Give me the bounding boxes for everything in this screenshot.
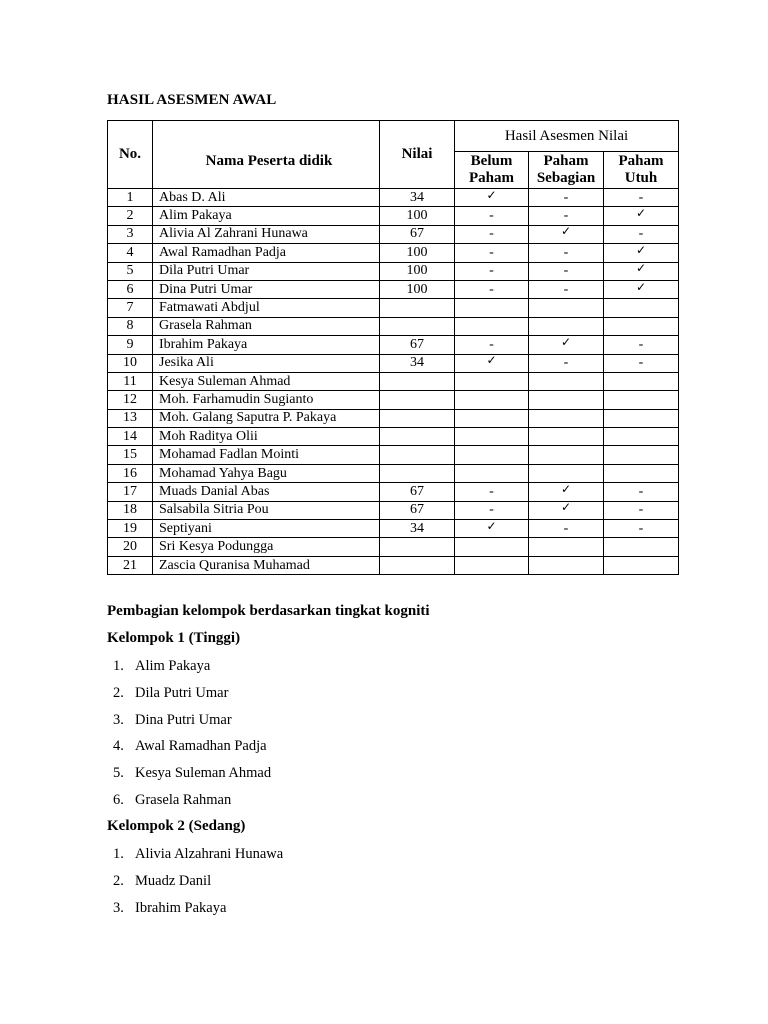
cell-nilai (380, 207, 455, 225)
cell-paham-sebagian (529, 501, 604, 519)
cell-paham-utuh (604, 520, 679, 538)
cell-belum-paham (455, 483, 529, 501)
document-title: HASIL ASESMEN AWAL (107, 92, 277, 108)
cell-paham-utuh (604, 501, 679, 519)
cell-belum-paham (455, 409, 529, 427)
checkmark-icon: ✓ (635, 206, 647, 221)
header-paham-sebagian: Paham Sebagian (529, 152, 604, 189)
cell-paham-sebagian (529, 538, 604, 556)
cell-paham-utuh (604, 354, 679, 372)
cell-nilai (380, 372, 455, 390)
cell-name (153, 336, 380, 354)
cell-no (108, 372, 153, 390)
cell-no-text: 21 (123, 557, 137, 573)
cell-name-text: Ibrahim Pakaya (159, 336, 248, 352)
dash-mark: - (563, 263, 569, 279)
cell-no-text: 4 (126, 244, 134, 260)
cell-paham-sebagian (529, 299, 604, 317)
table-row (108, 280, 679, 298)
cell-nilai (380, 244, 455, 262)
cell-no (108, 225, 153, 243)
cell-name-text: Mohamad Fadlan Mointi (159, 447, 299, 463)
cell-nilai-text: 100 (406, 263, 428, 279)
cell-name (153, 501, 380, 519)
cell-paham-utuh (604, 464, 679, 482)
member-name: Alim Pakaya (135, 658, 211, 674)
cell-paham-utuh (604, 409, 679, 427)
cell-no (108, 189, 153, 207)
cell-name-text: Zascia Quranisa Muhamad (159, 557, 310, 573)
cell-nilai (380, 428, 455, 446)
cell-paham-utuh (604, 207, 679, 225)
cell-nilai-text: 67 (410, 226, 424, 242)
cell-paham-sebagian (529, 556, 604, 574)
cell-no-text: 19 (123, 520, 137, 536)
group-1-title: Kelompok 1 (Tinggi) (107, 630, 241, 646)
cell-name (153, 556, 380, 574)
list-item (113, 900, 283, 927)
cell-no (108, 409, 153, 427)
cell-no-text: 3 (126, 226, 134, 242)
cell-paham-utuh (604, 280, 679, 298)
cell-no (108, 520, 153, 538)
cell-paham-sebagian (529, 225, 604, 243)
dash-mark: - (563, 281, 569, 297)
table-row (108, 391, 679, 409)
cell-paham-utuh (604, 556, 679, 574)
checkmark-icon: ✓ (635, 242, 647, 257)
cell-name-text: Sri Kesya Podungga (159, 539, 274, 555)
list-item (113, 873, 283, 900)
list-number: 3. (113, 711, 124, 728)
cell-belum-paham (455, 280, 529, 298)
cell-no-text: 7 (126, 300, 134, 316)
table-row (108, 520, 679, 538)
cell-nilai (380, 520, 455, 538)
cell-name-text: Mohamad Yahya Bagu (159, 465, 287, 481)
table-row (108, 409, 679, 427)
cell-paham-sebagian (529, 464, 604, 482)
dash-mark: - (638, 520, 644, 536)
cell-paham-sebagian (529, 280, 604, 298)
cell-belum-paham (455, 244, 529, 262)
table-row (108, 336, 679, 354)
cell-name (153, 464, 380, 482)
header-group: Hasil Asesmen Nilai (455, 121, 679, 152)
cell-paham-sebagian (529, 354, 604, 372)
cell-belum-paham (455, 556, 529, 574)
cell-nilai-text: 100 (406, 244, 428, 260)
checkmark-icon: ✓ (560, 500, 572, 515)
grouping-heading: Pembagian kelompok berdasarkan tingkat kogniti (107, 603, 430, 619)
table-row (108, 225, 679, 243)
list-number: 5. (113, 765, 124, 782)
cell-nilai (380, 299, 455, 317)
cell-nilai (380, 446, 455, 464)
cell-paham-utuh (604, 428, 679, 446)
cell-belum-paham (455, 336, 529, 354)
list-number: 4. (113, 738, 124, 755)
cell-paham-sebagian (529, 189, 604, 207)
cell-paham-sebagian (529, 446, 604, 464)
list-number: 2. (113, 684, 124, 701)
cell-nilai (380, 483, 455, 501)
table-row (108, 556, 679, 574)
dash-mark: - (563, 208, 569, 224)
table-row (108, 501, 679, 519)
cell-name (153, 446, 380, 464)
cell-name (153, 372, 380, 390)
cell-no-text: 20 (123, 539, 137, 555)
checkmark-icon: ✓ (486, 187, 497, 202)
cell-name-text: Moh. Farhamudin Sugianto (159, 391, 314, 407)
cell-paham-sebagian (529, 336, 604, 354)
cell-nilai-text: 67 (410, 502, 424, 518)
cell-no (108, 207, 153, 225)
cell-no (108, 244, 153, 262)
table-row (108, 372, 679, 390)
header-belum-paham: Belum Paham (455, 152, 529, 189)
cell-paham-sebagian (529, 207, 604, 225)
cell-nilai (380, 225, 455, 243)
cell-name-text: Abas D. Ali (159, 189, 226, 205)
cell-no (108, 428, 153, 446)
cell-belum-paham (455, 189, 529, 207)
table-row (108, 189, 679, 207)
cell-belum-paham (455, 428, 529, 446)
table-row (108, 299, 679, 317)
cell-nilai-text: 34 (410, 189, 424, 205)
cell-no (108, 538, 153, 556)
cell-paham-sebagian (529, 409, 604, 427)
cell-nilai (380, 391, 455, 409)
cell-name (153, 520, 380, 538)
dash-mark: - (489, 502, 494, 518)
cell-belum-paham (455, 501, 529, 519)
dash-mark: - (638, 502, 644, 518)
cell-paham-utuh (604, 538, 679, 556)
cell-nilai (380, 556, 455, 574)
dash-mark: - (489, 281, 494, 297)
cell-no-text: 9 (126, 336, 134, 352)
cell-no-text: 16 (123, 465, 137, 481)
list-item (113, 712, 271, 739)
cell-name-text: Grasela Rahman (159, 318, 252, 334)
cell-belum-paham (455, 225, 529, 243)
cell-paham-utuh (604, 372, 679, 390)
list-number: 1. (113, 846, 124, 862)
cell-paham-utuh (604, 336, 679, 354)
cell-paham-utuh (604, 189, 679, 207)
assessment-table (107, 120, 679, 575)
cell-nilai (380, 189, 455, 207)
table-row (108, 446, 679, 464)
checkmark-icon: ✓ (486, 518, 497, 533)
cell-paham-sebagian (529, 428, 604, 446)
cell-name (153, 299, 380, 317)
cell-name (153, 317, 380, 335)
cell-no-text: 10 (123, 355, 137, 371)
dash-mark: - (489, 263, 494, 279)
dash-mark: - (638, 336, 644, 352)
cell-belum-paham (455, 538, 529, 556)
cell-paham-utuh (604, 446, 679, 464)
checkmark-icon: ✓ (486, 353, 497, 368)
cell-name-text: Septiyani (159, 520, 212, 536)
list-item (113, 738, 271, 765)
cell-name (153, 354, 380, 372)
cell-name-text: Jesika Ali (159, 355, 214, 371)
cell-paham-utuh (604, 317, 679, 335)
table-body (108, 189, 679, 575)
cell-no-text: 5 (126, 263, 134, 279)
cell-no-text: 11 (123, 373, 137, 389)
cell-no-text: 6 (126, 281, 134, 297)
cell-name-text: Awal Ramadhan Padja (159, 244, 287, 260)
dash-mark: - (638, 355, 644, 371)
cell-name-text: Dila Putri Umar (159, 263, 250, 279)
cell-name-text: Moh Raditya Olii (159, 428, 258, 444)
list-item (113, 846, 283, 873)
table-row (108, 483, 679, 501)
cell-no (108, 501, 153, 519)
member-name: Alivia Alzahrani Hunawa (135, 846, 284, 862)
cell-paham-utuh (604, 391, 679, 409)
cell-no-text: 8 (126, 318, 134, 334)
member-name: Grasela Rahman (135, 791, 232, 808)
cell-name (153, 207, 380, 225)
list-number: 1. (113, 658, 124, 674)
cell-paham-sebagian (529, 372, 604, 390)
cell-name (153, 391, 380, 409)
cell-name (153, 428, 380, 446)
cell-belum-paham (455, 262, 529, 280)
cell-no (108, 556, 153, 574)
list-item (113, 792, 271, 819)
checkmark-icon: ✓ (635, 261, 647, 276)
table-row (108, 538, 679, 556)
member-name: Awal Ramadhan Padja (135, 738, 267, 755)
cell-no (108, 391, 153, 409)
member-name: Kesya Suleman Ahmad (135, 765, 272, 782)
cell-name (153, 262, 380, 280)
dash-mark: - (563, 189, 569, 205)
cell-nilai (380, 501, 455, 519)
cell-belum-paham (455, 446, 529, 464)
cell-no-text: 13 (123, 410, 137, 426)
cell-paham-sebagian (529, 391, 604, 409)
cell-nilai (380, 317, 455, 335)
cell-no-text: 2 (126, 208, 134, 224)
cell-no-text: 1 (126, 189, 134, 205)
dash-mark: - (638, 483, 644, 499)
cell-name-text: Muads Danial Abas (159, 483, 270, 499)
member-name: Muadz Danil (135, 872, 212, 889)
cell-nilai (380, 354, 455, 372)
cell-belum-paham (455, 391, 529, 409)
cell-belum-paham (455, 317, 529, 335)
checkmark-icon: ✓ (560, 334, 572, 349)
cell-belum-paham (455, 464, 529, 482)
cell-name-text: Salsabila Sitria Pou (159, 502, 269, 518)
cell-name (153, 483, 380, 501)
cell-belum-paham (455, 520, 529, 538)
cell-paham-utuh (604, 225, 679, 243)
table-row (108, 464, 679, 482)
cell-paham-sebagian (529, 244, 604, 262)
cell-belum-paham (455, 354, 529, 372)
cell-no (108, 483, 153, 501)
group-2-title: Kelompok 2 (Sedang) (107, 818, 246, 834)
dash-mark: - (638, 226, 644, 242)
cell-name (153, 225, 380, 243)
list-item (113, 685, 271, 712)
member-name: Dina Putri Umar (135, 711, 232, 728)
cell-name (153, 538, 380, 556)
list-number: 3. (113, 899, 124, 916)
cell-name-text: Alim Pakaya (159, 208, 232, 224)
header-name-label: Nama Peserta didik (205, 153, 333, 169)
cell-nilai-text: 100 (406, 281, 428, 297)
dash-mark: - (489, 226, 494, 242)
cell-nilai (380, 336, 455, 354)
cell-name (153, 189, 380, 207)
cell-no (108, 262, 153, 280)
list-item (113, 765, 271, 792)
dash-mark: - (489, 244, 494, 260)
dash-mark: - (563, 355, 569, 371)
cell-name-text: Moh. Galang Saputra P. Pakaya (159, 410, 337, 426)
cell-paham-sebagian (529, 317, 604, 335)
list-number: 2. (113, 872, 124, 889)
group-1-list (113, 658, 271, 819)
cell-nilai (380, 538, 455, 556)
cell-nilai (380, 409, 455, 427)
checkmark-icon: ✓ (560, 224, 572, 239)
dash-mark: - (563, 520, 569, 536)
table-row (108, 354, 679, 372)
cell-paham-utuh (604, 244, 679, 262)
checkmark-icon: ✓ (560, 481, 572, 496)
cell-paham-utuh (604, 299, 679, 317)
cell-no (108, 464, 153, 482)
dash-mark: - (489, 208, 494, 224)
group-2-list (113, 846, 283, 926)
cell-nilai-text: 67 (410, 483, 424, 499)
cell-paham-sebagian (529, 520, 604, 538)
checkmark-icon: ✓ (635, 279, 647, 294)
table-row (108, 207, 679, 225)
cell-belum-paham (455, 372, 529, 390)
cell-belum-paham (455, 207, 529, 225)
cell-paham-sebagian (529, 262, 604, 280)
member-name: Dila Putri Umar (135, 684, 229, 701)
cell-nilai (380, 262, 455, 280)
cell-paham-sebagian (529, 483, 604, 501)
header-no: No. (108, 121, 153, 189)
cell-name-text: Dina Putri Umar (159, 281, 253, 297)
cell-paham-utuh (604, 483, 679, 501)
cell-no-text: 15 (123, 447, 137, 463)
cell-name-text: Kesya Suleman Ahmad (159, 373, 291, 389)
cell-nilai-text: 100 (406, 208, 428, 224)
dash-mark: - (489, 336, 494, 352)
cell-no-text: 14 (123, 428, 137, 444)
cell-name-text: Alivia Al Zahrani Hunawa (159, 226, 308, 242)
cell-name (153, 280, 380, 298)
cell-nilai (380, 464, 455, 482)
table-row (108, 428, 679, 446)
list-number: 6. (113, 791, 124, 808)
header-paham-utuh: Paham Utuh (604, 152, 679, 189)
header-name (153, 121, 380, 189)
list-item (113, 658, 271, 685)
cell-no (108, 317, 153, 335)
member-name: Ibrahim Pakaya (135, 899, 227, 916)
cell-name (153, 244, 380, 262)
cell-belum-paham (455, 299, 529, 317)
dash-mark: - (638, 189, 644, 205)
cell-no (108, 299, 153, 317)
cell-nilai-text: 67 (410, 336, 424, 352)
cell-paham-utuh (604, 262, 679, 280)
cell-nilai (380, 280, 455, 298)
cell-name (153, 409, 380, 427)
dash-mark: - (563, 244, 569, 260)
cell-no-text: 18 (123, 502, 137, 518)
table-row (108, 262, 679, 280)
cell-name-text: Fatmawati Abdjul (159, 300, 260, 316)
cell-no (108, 446, 153, 464)
dash-mark: - (489, 483, 494, 499)
cell-nilai-text: 34 (410, 355, 424, 371)
table-row (108, 244, 679, 262)
header-nilai: Nilai (380, 121, 455, 189)
cell-no-text: 17 (123, 483, 137, 499)
cell-nilai-text: 34 (410, 520, 424, 536)
cell-no (108, 354, 153, 372)
cell-no (108, 280, 153, 298)
cell-no-text: 12 (123, 391, 137, 407)
cell-no (108, 336, 153, 354)
table-row (108, 317, 679, 335)
